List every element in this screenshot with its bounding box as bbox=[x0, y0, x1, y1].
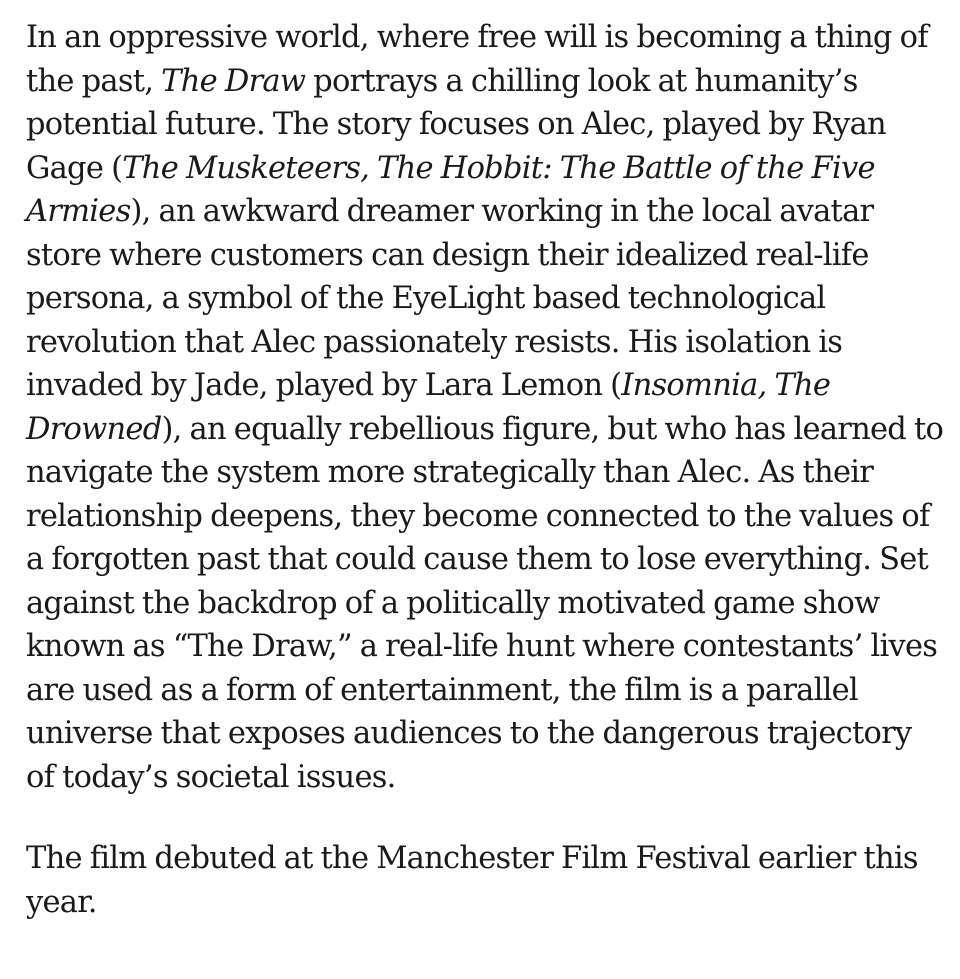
article-paragraph-2: The film debuted at the Manchester Film Festival earlier this year. bbox=[26, 841, 918, 920]
lara-lemon-credits: Insomnia, The Drowned bbox=[26, 368, 831, 447]
paragraph-1-text-2: portrays a chilling look at humanity’s potential future. The story focuses on Alec, played by Ryan Gage ( bbox=[26, 63, 886, 186]
paragraph-1-text-1: In an oppressive world, where free will is becoming a thing of the past, bbox=[26, 20, 928, 99]
article-paragraph-1 bbox=[26, 16, 946, 799]
ryan-gage-credits: The Musketeers, The Hobbit: The Battle of the Five Armies bbox=[26, 150, 875, 229]
paragraph-1-text-4: ), an equally rebellious figure, but who has learned to navigate the system more strategically than Alec. As their relationship deepens, they become connected to the values of a forgotten past that could cause them to lose everything. Set against the backdrop of a politically motivated game show known as “The Draw,” a real-life hunt where contestants’ lives are used as a form of entertainment, the film is a parallel universe that exposes audiences to the dangerous trajectory of today’s societal issues. bbox=[26, 411, 944, 795]
film-title-the-draw: The Draw bbox=[161, 63, 306, 99]
article-body bbox=[26, 16, 946, 924]
paragraph-1-text-3: ), an awkward dreamer working in the local avatar store where customers can design their idealized real-life persona, a symbol of the EyeLight based technological revolution that Alec passionately resists. His isolation is invaded by Jade, played by Lara Lemon ( bbox=[26, 194, 874, 403]
